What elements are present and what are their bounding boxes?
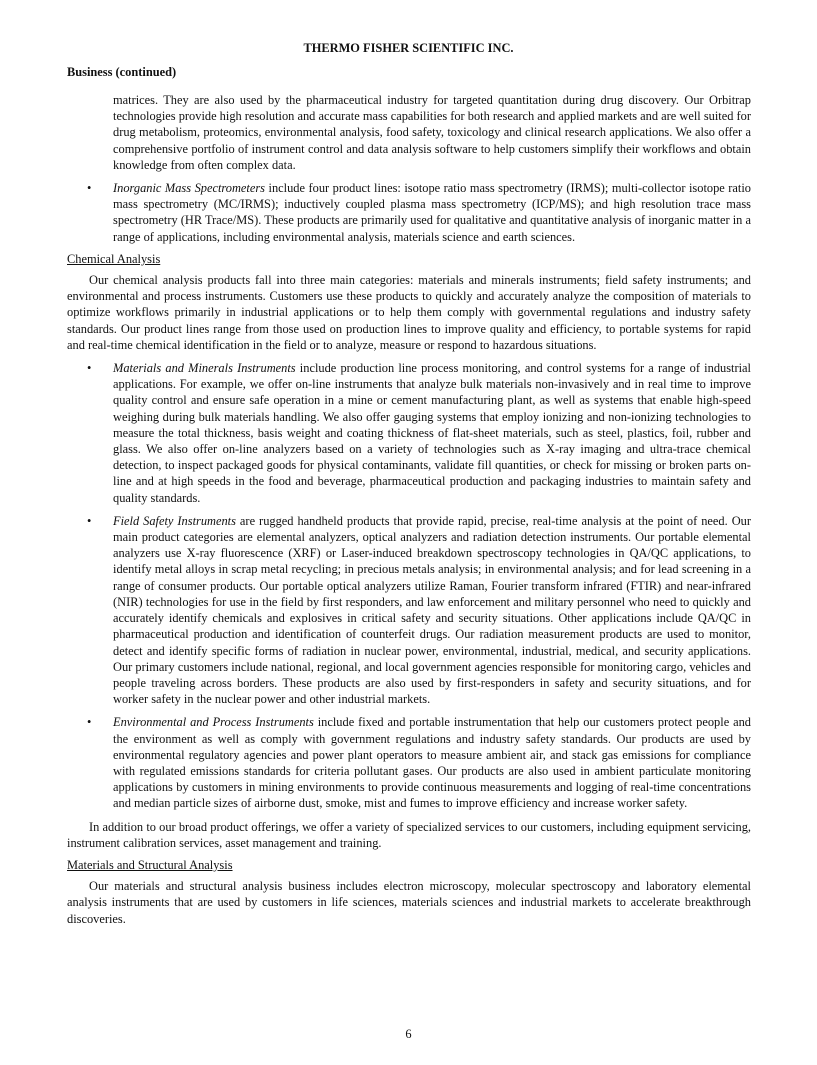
term-materials-minerals: Materials and Minerals Instruments: [113, 361, 296, 376]
bullet-marker: •: [87, 361, 92, 376]
bullet-environmental-text: [113, 714, 751, 811]
bullet-inorganic-text: [113, 180, 751, 245]
text-field-safety: are rugged handheld products that provide rapid, precise, real-time analysis at the point of need. Our main product categories are elemental analyzers, optical analyzers and radiation detection instruments. Our portable elemental analyzers use X-ray fluorescence (XRF) or Laser-induced breakdown spectroscopy technologies in QA/QC applications, to identify metal alloys in scrap metal recycling; in precious metals analysis; in environmental analysis; and for lead screening in a range of consumer products. Our portable optical analyzers utilize Raman, Fourier transform infrared (FTIR) and near-infrared (NIR) technologies for use in the field by first responders, and law enforcement and military personnel who need to quickly and accurately identify chemicals and explosives in critical safety and security situations. Other applications include QA/QC in pharmaceutical production and identification of counterfeit drugs. Our radiation measurement products are used to monitor, detect and identify specific forms of radiation in nuclear power, environmental, industrial, medical, and security applications. Our primary customers include national, regional, and local government agencies responsible for monitoring cargo, vehicles and people traveling across borders. These products are also used by first-responders in safety and security situations, and for worker safety in the nuclear power and other industrial markets.: [113, 513, 751, 707]
bullet-marker: •: [87, 181, 92, 196]
page-body: [67, 92, 751, 927]
bullet-materials-minerals: [67, 360, 751, 506]
bullet-marker: •: [87, 513, 92, 528]
materials-structural-intro: Our materials and structural analysis business includes electron microscopy, molecular spectroscopy and laboratory elemental analysis instruments that are used by customers in life sciences, materials sciences and industrial markets to accelerate breakthrough discoveries.: [67, 879, 751, 926]
bullet-environmental-process: [67, 714, 751, 811]
chemical-analysis-intro: Our chemical analysis products fall into three main categories: materials and minerals instruments; field safety instruments; and environmental and process instruments. Customers use these products to quickly and accurately analyze the composition of materials to optimize workflows primarily in industrial applications or to help them comply with governmental regulations and industry safety standards. Our product lines range from those used on production lines to improve quality and efficiency, to portable systems for rapid and real-time chemical identification in the field or to analyze, measure or respond to hazardous situations.: [67, 273, 751, 352]
term-environmental-process: Environmental and Process Instruments: [113, 715, 314, 730]
services-paragraph: In addition to our broad product offerings, we offer a variety of specialized services to our customers, including equipment servicing, instrument calibration services, asset management and training.: [67, 819, 751, 850]
bullet-marker: •: [87, 715, 92, 730]
text-materials-minerals: include production line process monitoring, and control systems for a range of industrial applications. For example, we offer on-line instruments that analyze bulk materials non-invasively and in real time to improve quality control and ensure safe operation in a mine or cement manufacturing plant, as well as systems that enable high-speed weighing during bulk materials handling. We also offer gauging systems that employ ionizing and non-ionizing technologies to measure the total thickness, basis weight and coating thickness of flat-sheet materials, such as steel, plastics, foil, rubber and glass. We also offer on-line analyzers based on a variety of technologies such as X-ray imaging and ultra-trace chemical detection, to inspect packaged goods for physical contaminants, validate fill quantities, or check for missing or broken parts on-line and at high speeds in the food and beverage, pharmaceutical production and packaging industries to maintain safety and quality standards.: [113, 361, 751, 505]
bullet-field-text: [113, 513, 751, 707]
continuation-paragraph: matrices. They are also used by the pharmaceutical industry for targeted quantitation during drug discovery. Our Orbitrap technologies provide high resolution and accurate mass capabilities for both research and applied markets and are well suited for drug metabolism, proteomics, environmental analysis, food safety, toxicology and clinical research applications. We also offer a comprehensive portfolio of instrument control and data analysis software to help customers simplify their workflows and obtain knowledge from often complex data.: [113, 93, 751, 172]
text-environmental-process: include fixed and portable instrumentation that help our customers protect people and the environment as well as comply with government regulations and industry safety standards. Our products are used by environmental regulatory agencies and power plant operators to measure ambient air, and stack gas emissions for compliance with regulated emissions standards for criteria pollutant gases. Our products are also used in ambient particulate monitoring applications by customers in mining environments to provide continuous measurements and logging of real-time concentrations and median particle sizes of airborne dust, smoke, mist and fumes to improve efficiency and increase worker safety.: [113, 715, 751, 811]
chemical-analysis-heading: Chemical Analysis: [67, 251, 161, 266]
term-field-safety: Field Safety Instruments: [113, 513, 236, 528]
term-inorganic: Inorganic Mass Spectrometers: [113, 181, 266, 196]
text-inorganic: include four product lines: isotope ratio mass spectrometry (IRMS); multi-collector isotope ratio mass spectrometry (MC/IRMS); inductively coupled plasma mass spectrometry (ICP/MS); and high resolution trace mass spectrometry (HR Trace/MS). These products are primarily used for qualitative and quantitative analysis of inorganic matter in a range of applications, including environmental analysis, materials science and earth sciences.: [113, 181, 751, 244]
company-name: THERMO FISHER SCIENTIFIC INC.: [303, 41, 514, 55]
page-number: 6: [405, 1027, 412, 1041]
bullet-materials-text: [113, 360, 751, 506]
bullet-inorganic: [67, 180, 751, 245]
section-heading: Business (continued): [67, 65, 177, 79]
materials-structural-heading: Materials and Structural Analysis: [67, 857, 233, 872]
bullet-field-safety: [67, 513, 751, 707]
